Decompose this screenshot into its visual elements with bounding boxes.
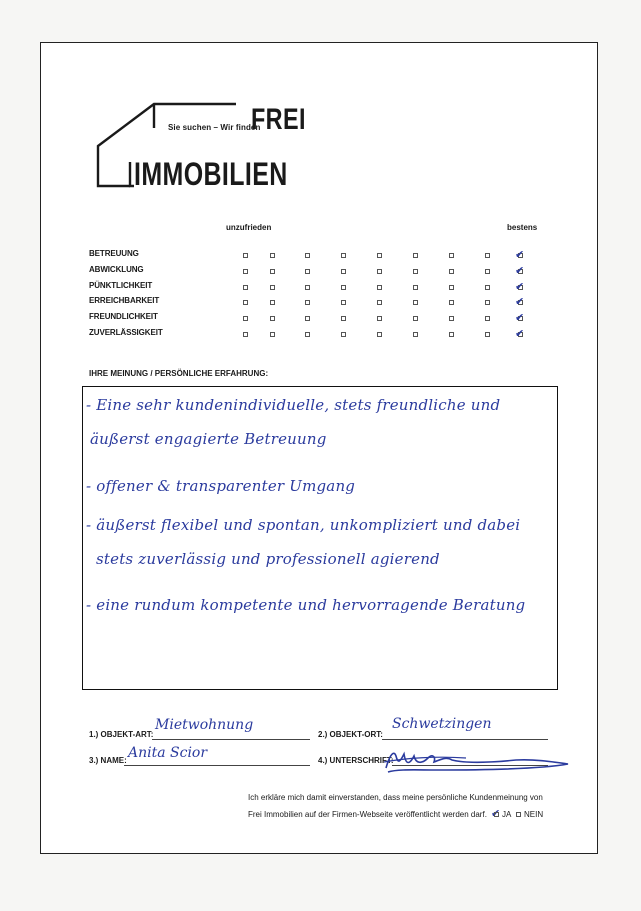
rating-row-label: ZUVERLÄSSIGKEIT: [89, 328, 163, 337]
rating-checkbox[interactable]: [449, 332, 454, 337]
rating-checkbox[interactable]: [485, 253, 490, 258]
logo-brand-top: FREI: [251, 103, 306, 136]
rating-checkbox[interactable]: [243, 316, 248, 321]
name-line[interactable]: [124, 765, 310, 766]
check-mark-icon: ✔: [515, 311, 525, 325]
rating-checkbox[interactable]: [243, 332, 248, 337]
rating-checkbox[interactable]: [243, 269, 248, 274]
rating-checkbox[interactable]: [270, 253, 275, 258]
check-mark-icon: ✔: [515, 295, 525, 309]
rating-row-label: PÜNKTLICHKEIT: [89, 280, 153, 290]
consent-line-1: Ich erkläre mich damit einverstanden, dass meine persönliche Kundenmeinung von: [248, 793, 543, 802]
scale-low-label: unzufrieden: [226, 223, 272, 232]
consent-yes-label: JA: [502, 810, 512, 819]
rating-checkbox[interactable]: [305, 316, 310, 321]
rating-row-label: BETREUUNG: [89, 249, 139, 258]
rating-checkbox[interactable]: [485, 316, 490, 321]
check-mark-icon: ✔: [515, 279, 525, 293]
rating-checkbox[interactable]: [305, 253, 310, 258]
scale-high-label: bestens: [507, 223, 538, 232]
rating-checkbox[interactable]: [341, 316, 346, 321]
opinion-label: IHRE MEINUNG / PERSÖNLICHE ERFAHRUNG:: [89, 369, 269, 378]
rating-checkbox[interactable]: [305, 269, 310, 274]
rating-checkbox[interactable]: [243, 300, 248, 305]
signature-mark: [376, 742, 576, 776]
rating-checkbox[interactable]: [449, 300, 454, 305]
rating-checkbox[interactable]: [485, 269, 490, 274]
rating-checkbox[interactable]: [413, 300, 418, 305]
opinion-line: - eine rundum kompetente und hervorragende Beratung: [86, 596, 526, 614]
rating-checkbox[interactable]: [413, 332, 418, 337]
rating-checkbox[interactable]: [305, 285, 310, 290]
rating-checkbox[interactable]: [341, 332, 346, 337]
rating-checkbox[interactable]: [449, 285, 454, 290]
rating-checkbox[interactable]: [270, 285, 275, 290]
rating-checkbox[interactable]: [270, 332, 275, 337]
rating-checkbox[interactable]: [270, 316, 275, 321]
consent-yes-check-icon: ✔: [491, 807, 501, 820]
rating-checkbox[interactable]: [413, 269, 418, 274]
rating-checkbox[interactable]: [377, 253, 382, 258]
signature-label: 4.) UNTERSCHRIFT:: [318, 756, 394, 765]
consent-yes-checkbox[interactable]: [494, 812, 499, 817]
rating-checkbox[interactable]: [305, 300, 310, 305]
object-location-value: Schwetzingen: [392, 716, 492, 732]
object-type-value: Mietwohnung: [155, 717, 254, 733]
rating-checkbox[interactable]: [413, 316, 418, 321]
logo-brand-bottom: IMMOBILIEN: [134, 156, 288, 192]
check-mark-icon: ✔: [515, 248, 525, 261]
rating-checkbox[interactable]: [377, 269, 382, 274]
check-mark-icon: ✔: [515, 263, 525, 277]
object-location-line[interactable]: [382, 739, 548, 740]
rating-checkbox[interactable]: [485, 332, 490, 337]
rating-checkbox[interactable]: [270, 269, 275, 274]
rating-checkbox[interactable]: [449, 316, 454, 321]
rating-checkbox[interactable]: [485, 285, 490, 290]
rating-row-label: FREUNDLICHKEIT: [89, 312, 158, 322]
object-type-label: 1.) OBJEKT-ART:: [89, 730, 154, 739]
rating-checkbox[interactable]: [341, 285, 346, 290]
consent-no-checkbox[interactable]: [516, 812, 521, 817]
name-value: Anita Scior: [128, 745, 208, 761]
object-type-line[interactable]: [152, 739, 310, 740]
rating-checkbox[interactable]: [341, 269, 346, 274]
rating-checkbox[interactable]: [449, 269, 454, 274]
opinion-line: äußerst engagierte Betreuung: [90, 430, 327, 448]
rating-checkbox[interactable]: [377, 285, 382, 290]
rating-checkbox[interactable]: [413, 253, 418, 258]
check-mark-icon: ✔: [515, 327, 525, 340]
opinion-line: stets zuverlässig und professionell agierend: [96, 550, 440, 568]
rating-checkbox[interactable]: [341, 253, 346, 258]
rating-checkbox[interactable]: [243, 253, 248, 258]
rating-checkbox[interactable]: [377, 316, 382, 321]
rating-checkbox[interactable]: [413, 285, 418, 290]
rating-checkbox[interactable]: [449, 253, 454, 258]
opinion-line: - offener & transparenter Umgang: [86, 477, 356, 495]
rating-row-label: ABWICKLUNG: [89, 264, 144, 274]
opinion-line: - äußerst flexibel und spontan, unkompliziert und dabei: [86, 516, 521, 534]
object-location-label: 2.) OBJEKT-ORT:: [318, 730, 383, 739]
name-label: 3.) NAME:: [89, 756, 127, 765]
rating-checkbox[interactable]: [243, 285, 248, 290]
rating-checkbox[interactable]: [305, 332, 310, 337]
rating-checkbox[interactable]: [485, 300, 490, 305]
consent-line-2: Frei Immobilien auf der Firmen-Webseite veröffentlicht werden darf.: [248, 810, 487, 819]
rating-checkbox[interactable]: [341, 300, 346, 305]
rating-checkbox[interactable]: [377, 300, 382, 305]
logo-slogan: Sie suchen – Wir finden: [168, 123, 261, 132]
opinion-line: - Eine sehr kundenindividuelle, stets freundliche und: [86, 396, 501, 414]
rating-checkbox[interactable]: [270, 300, 275, 305]
rating-row-label: ERREICHBARKEIT: [89, 296, 160, 306]
consent-no-label: NEIN: [524, 810, 544, 819]
rating-checkbox[interactable]: [377, 332, 382, 337]
